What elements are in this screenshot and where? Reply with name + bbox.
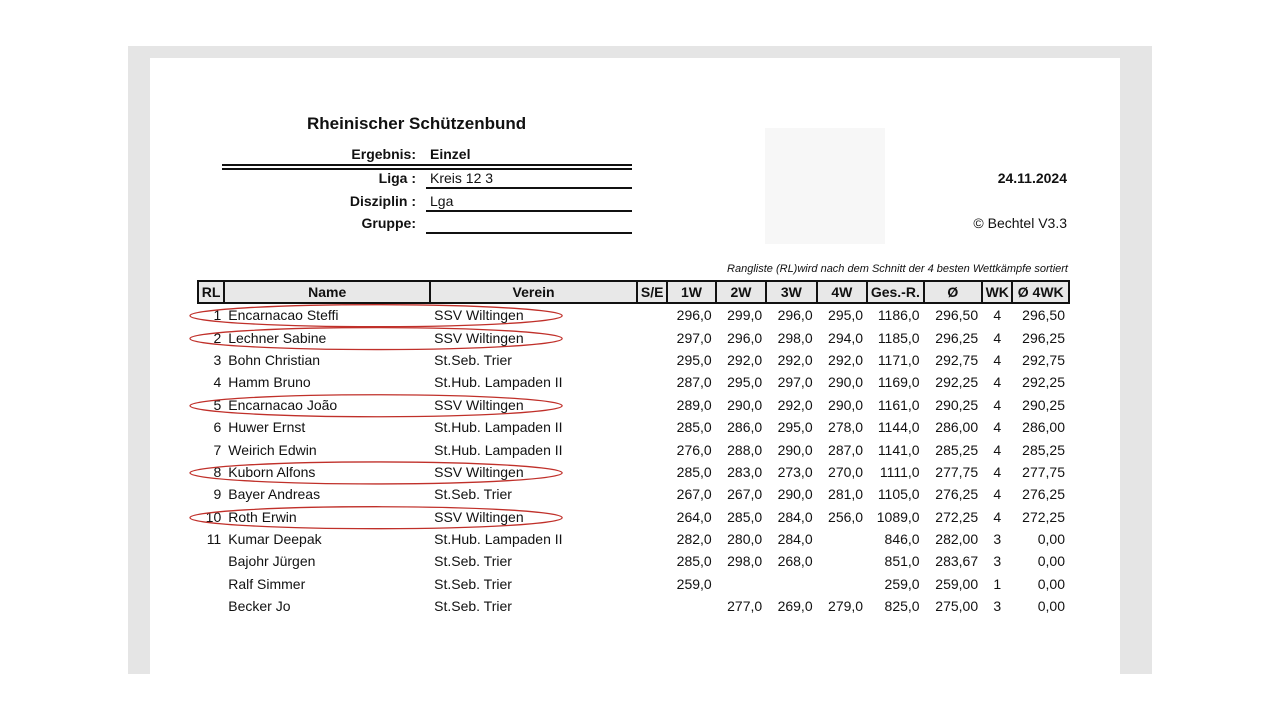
cell-verein: SSV Wiltingen — [434, 307, 524, 324]
cell-verein: SSV Wiltingen — [434, 508, 524, 525]
cell-verein: SSV Wiltingen — [434, 396, 524, 413]
cell-ges: 825,0 — [884, 598, 920, 615]
column-header-name: Name — [224, 281, 430, 303]
ergebnis-label: Ergebnis: — [351, 146, 416, 162]
column-header-w4: 4W — [817, 281, 867, 303]
cell-avg: 285,25 — [935, 441, 979, 458]
column-header-verein: Verein — [430, 281, 637, 303]
cell-w3: 296,0 — [777, 307, 813, 324]
cell-w4: 290,0 — [828, 374, 864, 391]
cell-w2: 296,0 — [727, 329, 763, 346]
cell-avg: 296,50 — [935, 307, 979, 324]
cell-w2: 277,0 — [727, 598, 763, 615]
sort-note: Rangliste (RL)wird nach dem Schnitt der 4 besten Wettkämpfe sortiert — [727, 263, 1068, 275]
highlight-oval — [190, 305, 562, 327]
cell-w4: 295,0 — [828, 307, 864, 324]
cell-w1: 295,0 — [676, 351, 712, 368]
cell-rl: 9 — [213, 486, 222, 503]
column-header-w3: 3W — [766, 281, 816, 303]
cell-wk: 3 — [993, 553, 1002, 570]
cell-w1: 276,0 — [676, 441, 712, 458]
cell-verein: St.Hub. Lampaden II — [434, 374, 563, 391]
column-header-ges: Ges.-R. — [867, 281, 924, 303]
cell-w3: 290,0 — [777, 441, 813, 458]
cell-w3: 284,0 — [777, 531, 813, 548]
cell-name: Lechner Sabine — [228, 329, 327, 346]
cell-w2: 290,0 — [727, 396, 763, 413]
cell-w2: 283,0 — [727, 463, 763, 480]
cell-verein: St.Hub. Lampaden II — [434, 441, 563, 458]
cell-w4: 279,0 — [828, 598, 864, 615]
liga-value: Kreis 12 3 — [430, 170, 494, 186]
cell-rl: 7 — [213, 441, 222, 458]
cell-w2: 298,0 — [727, 553, 763, 570]
cell-w3: 295,0 — [777, 419, 813, 436]
column-header-w1: 1W — [667, 281, 715, 303]
cell-verein: St.Seb. Trier — [434, 553, 512, 570]
cell-w3: 284,0 — [777, 508, 813, 525]
cell-ges: 1169,0 — [877, 374, 920, 391]
cell-w3: 292,0 — [777, 396, 813, 413]
cell-w1: 282,0 — [676, 531, 712, 548]
cell-w1: 287,0 — [676, 374, 712, 391]
cell-avg4: 292,25 — [1022, 374, 1065, 391]
cell-name: Encarnacao João — [228, 396, 338, 413]
cell-w4: 287,0 — [828, 441, 864, 458]
cell-avg: 259,00 — [935, 575, 979, 592]
cell-wk: 4 — [993, 396, 1002, 413]
cell-ges: 846,0 — [884, 531, 920, 548]
report-date: 24.11.2024 — [997, 170, 1067, 186]
cell-wk: 4 — [993, 329, 1002, 346]
cell-ges: 1089,0 — [876, 508, 920, 525]
cell-w3: 273,0 — [777, 463, 813, 480]
cell-name: Bayer Andreas — [228, 486, 321, 503]
cell-w4: 281,0 — [828, 486, 864, 503]
cell-w1: 264,0 — [676, 508, 712, 525]
cell-name: Roth Erwin — [228, 508, 297, 525]
cell-ges: 1111,0 — [879, 463, 920, 480]
disziplin-label: Disziplin : — [349, 193, 416, 209]
cell-w1: 285,0 — [676, 553, 712, 570]
column-header-w2: 2W — [716, 281, 766, 303]
cell-name: Ralf Simmer — [228, 575, 306, 592]
cell-wk: 4 — [993, 441, 1002, 458]
cell-w2: 267,0 — [727, 486, 763, 503]
liga-label: Liga : — [378, 170, 416, 186]
highlight-oval — [190, 507, 562, 529]
cell-ges: 259,0 — [884, 575, 920, 592]
cell-w4: 290,0 — [828, 396, 864, 413]
cell-rl: 8 — [213, 463, 222, 480]
cell-avg: 292,75 — [935, 351, 979, 368]
cell-wk: 1 — [993, 575, 1002, 592]
cell-wk: 4 — [993, 463, 1002, 480]
cell-rl: 3 — [213, 351, 222, 368]
column-header-avg: Ø — [924, 281, 983, 303]
cell-verein: St.Hub. Lampaden II — [434, 531, 563, 548]
cell-verein: St.Seb. Trier — [434, 598, 512, 615]
cell-verein: St.Hub. Lampaden II — [434, 419, 563, 436]
gruppe-label: Gruppe: — [361, 215, 416, 231]
cell-verein: St.Seb. Trier — [434, 351, 512, 368]
cell-w3: 298,0 — [777, 329, 813, 346]
cell-ges: 1161,0 — [877, 396, 920, 413]
cell-w4: 270,0 — [828, 463, 864, 480]
cell-avg4: 285,25 — [1022, 441, 1065, 458]
cell-name: Becker Jo — [228, 598, 291, 615]
cell-rl: 4 — [213, 374, 222, 391]
cell-w2: 280,0 — [727, 531, 763, 548]
cell-w1: 289,0 — [676, 396, 712, 413]
cell-avg: 296,25 — [935, 329, 979, 346]
cell-avg: 272,25 — [935, 508, 979, 525]
cell-avg: 286,00 — [935, 419, 979, 436]
cell-rl: 11 — [206, 531, 222, 548]
highlight-oval — [190, 462, 562, 484]
cell-ges: 1171,0 — [877, 351, 920, 368]
column-header-avg4: Ø 4WK — [1012, 281, 1069, 303]
cell-avg: 276,25 — [935, 486, 979, 503]
cell-ges: 1141,0 — [877, 441, 920, 458]
cell-w3: 268,0 — [777, 553, 813, 570]
cell-avg4: 292,75 — [1022, 351, 1065, 368]
cell-ges: 1144,0 — [877, 419, 920, 436]
ergebnis-value: Einzel — [430, 146, 471, 162]
cell-avg4: 286,00 — [1022, 419, 1065, 436]
cell-wk: 4 — [993, 486, 1002, 503]
cell-w1: 297,0 — [676, 329, 712, 346]
cell-w2: 288,0 — [727, 441, 763, 458]
cell-name: Hamm Bruno — [228, 374, 311, 391]
cell-avg: 275,00 — [935, 598, 979, 615]
cell-w1: 285,0 — [676, 419, 712, 436]
highlight-oval — [190, 395, 562, 417]
cell-ges: 1105,0 — [877, 486, 920, 503]
cell-name: Encarnacao Steffi — [228, 307, 339, 324]
cell-avg4: 0,00 — [1037, 598, 1065, 615]
cell-w2: 285,0 — [727, 508, 763, 525]
cell-avg4: 277,75 — [1022, 463, 1065, 480]
cell-rl: 6 — [213, 419, 222, 436]
cell-name: Bajohr Jürgen — [228, 553, 316, 570]
cell-wk: 4 — [993, 419, 1002, 436]
cell-avg: 290,25 — [935, 396, 979, 413]
cell-w4: 278,0 — [828, 419, 864, 436]
copyright-notice: © Bechtel V3.3 — [973, 215, 1067, 231]
cell-w1: 259,0 — [676, 575, 712, 592]
cell-wk: 4 — [993, 307, 1002, 324]
cell-wk: 4 — [993, 508, 1002, 525]
cell-avg: 283,67 — [935, 553, 979, 570]
cell-avg: 292,25 — [935, 374, 979, 391]
cell-rl: 5 — [213, 396, 222, 413]
cell-avg4: 296,25 — [1022, 329, 1065, 346]
cell-w4: 256,0 — [828, 508, 864, 525]
cell-avg4: 0,00 — [1037, 531, 1065, 548]
cell-verein: St.Seb. Trier — [434, 575, 512, 592]
cell-wk: 4 — [993, 351, 1002, 368]
column-header-se: S/E — [637, 281, 667, 303]
cell-w4: 294,0 — [828, 329, 864, 346]
cell-name: Kumar Deepak — [228, 531, 322, 548]
cell-avg4: 290,25 — [1022, 396, 1065, 413]
cell-wk: 3 — [993, 598, 1002, 615]
cell-wk: 4 — [993, 374, 1002, 391]
cell-avg: 277,75 — [935, 463, 979, 480]
cell-w3: 292,0 — [777, 351, 813, 368]
cell-w3: 269,0 — [777, 598, 813, 615]
cell-name: Huwer Ernst — [228, 419, 306, 436]
cell-verein: SSV Wiltingen — [434, 329, 524, 346]
cell-avg4: 0,00 — [1037, 575, 1065, 592]
cell-w2: 286,0 — [727, 419, 763, 436]
cell-ges: 1185,0 — [877, 329, 920, 346]
cell-avg4: 276,25 — [1022, 486, 1065, 503]
disziplin-value: Lga — [430, 193, 454, 209]
column-header-wk: WK — [982, 281, 1012, 303]
highlight-oval — [190, 328, 562, 350]
cell-w2: 299,0 — [727, 307, 763, 324]
cell-name: Bohn Christian — [228, 351, 321, 368]
cell-ges: 1186,0 — [877, 307, 920, 324]
cell-verein: SSV Wiltingen — [434, 463, 524, 480]
cell-avg4: 296,50 — [1022, 307, 1065, 324]
document-title: Rheinischer Schützenbund — [307, 114, 527, 133]
cell-rl: 2 — [213, 329, 222, 346]
cell-w4: 292,0 — [828, 351, 864, 368]
cell-w1: 285,0 — [676, 463, 712, 480]
cell-w1: 296,0 — [676, 307, 712, 324]
cell-verein: St.Seb. Trier — [434, 486, 512, 503]
cell-w1: 267,0 — [676, 486, 712, 503]
cell-w3: 297,0 — [777, 374, 813, 391]
cell-name: Kuborn Alfons — [228, 463, 316, 480]
cell-rl: 10 — [205, 508, 222, 525]
cell-avg4: 0,00 — [1037, 553, 1065, 570]
cell-avg: 282,00 — [935, 531, 979, 548]
column-header-rl: RL — [198, 281, 224, 303]
cell-ges: 851,0 — [884, 553, 920, 570]
cell-w2: 292,0 — [727, 351, 763, 368]
cell-w2: 295,0 — [727, 374, 763, 391]
cell-name: Weirich Edwin — [228, 441, 317, 458]
cell-avg4: 272,25 — [1022, 508, 1065, 525]
cell-w3: 290,0 — [777, 486, 813, 503]
cell-wk: 3 — [993, 531, 1002, 548]
cell-rl: 1 — [213, 307, 222, 324]
